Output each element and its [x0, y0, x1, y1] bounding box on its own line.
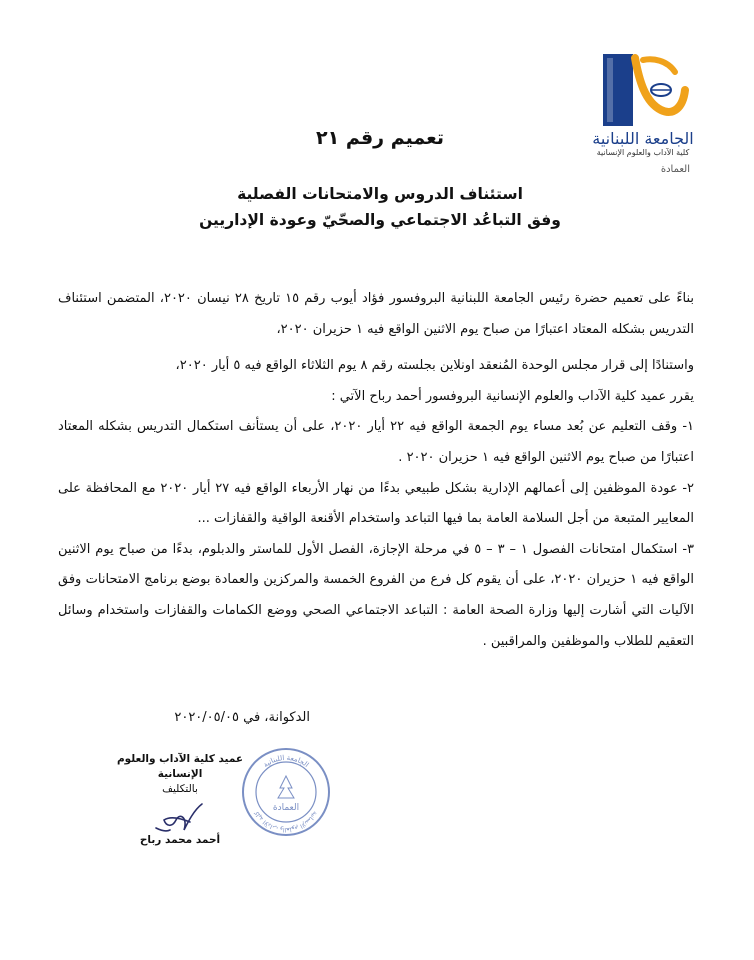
subject-line-1: استئناف الدروس والامتحانات الفصلية: [237, 185, 523, 203]
subject: [180, 181, 580, 233]
body-text: [58, 284, 694, 657]
signatory-name: أحمد محمد رباح: [139, 834, 221, 846]
university-logo: [588, 50, 698, 175]
handwritten-signature-icon: [140, 796, 220, 836]
paragraph-preamble: بناءً على تعميم حضرة رئيس الجامعة اللبنانية البروفسور فؤاد أيوب رقم ١٥ تاريخ ٢٨ نيسان ٢٠٢٠، المتضمن استئناف التدريس بشكله المعتاد اعتبارًا من صباح يوم الاثنين الواقع فيه ١ حزيران ٢٠٢٠،: [58, 291, 694, 337]
stamp-center-text: العمادة: [272, 803, 300, 813]
circular-title: تعميم رقم ٢١: [316, 127, 444, 149]
subject-line-2: وفق التباعُد الاجتماعي والصحّيّ وعودة الإداريين: [199, 211, 561, 229]
logo-subtitle: كلية الآداب والعلوم الإنسانية: [596, 148, 690, 157]
official-stamp-icon: [240, 746, 332, 838]
signature-block: [100, 752, 260, 846]
place-date: الدكوانة، في ٢٠٢٠/٠٥/٠٥: [174, 710, 310, 725]
decision-item-1: ١- وقف التعليم عن بُعد مساء يوم الجمعة الواقع فيه ٢٢ أيار ٢٠٢٠، على أن يستأنف استكمال التدريس بشكله المعتاد اعتبارًا من صباح يوم الاثنين الواقع فيه ١ حزيران ٢٠٢٠ .: [58, 419, 694, 465]
logo-title: الجامعة اللبنانية: [592, 129, 694, 148]
paragraph-decision: يقرر عميد كلية الآداب والعلوم الإنسانية البروفسور أحمد رباح الآتي :: [331, 388, 694, 404]
department-label: العمادة: [660, 164, 690, 175]
stamp-bottom-text: كلية الآداب والعلوم الإنسانية: [253, 809, 319, 834]
lebanese-university-logo-icon: [597, 50, 689, 128]
svg-text:الجامعة اللبنانية: [262, 754, 310, 769]
paragraph-reference: واستنادًا إلى قرار مجلس الوحدة المُنعقد اونلاين بجلسته رقم ٨ يوم الثلاثاء الواقع فيه ٥ أيار ٢٠٢٠،: [175, 358, 694, 374]
decision-item-2: ٢- عودة الموظفين إلى أعمالهم الإدارية بشكل طبيعي بدءًا من نهار الأربعاء الواقع فيه ٢٧ أيار ٢٠٢٠ مع المحافظة على المعايير المتبعة من أجل السلامة العامة بما فيها التباعد واستخدام الأقنعة الواقية والقفازات ...: [58, 480, 695, 527]
stamp-top-text: الجامعة اللبنانية: [261, 753, 311, 770]
decision-item-3: ٣- استكمال امتحانات الفصول ١ – ٣ – ٥ في مرحلة الإجازة، الفصل الأول للماستر والدبلوم، بدءًا من صباح يوم الاثنين الواقع فيه ١ حزيران ٢٠٢٠، على أن يقوم كل فرع من الفروع الخمسة والمركزين والعمادة بوضع برنامج الامتحانات وفق الآليات التي أشارت إليها وزارة الصحة العامة : التباعد الاجتماعي الصحي ووضع الكمامات والقفازات واستخدام وسائل التعقيم للطلاب والموظفين والمراقبين .: [58, 541, 695, 649]
signatory-role: بالتكليف: [162, 783, 198, 795]
signatory-title: عميد كلية الآداب والعلوم الإنسانية: [116, 753, 244, 780]
